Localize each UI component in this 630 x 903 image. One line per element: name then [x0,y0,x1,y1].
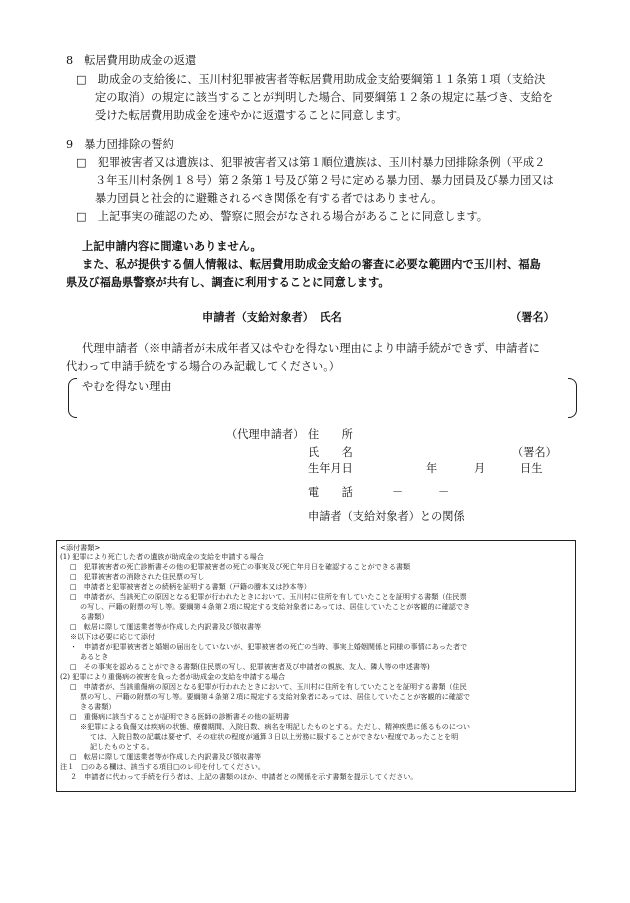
proxy-relation-label: 申請者（支給対象者）との関係 [308,510,465,523]
consent-line-3: 県及び福島県警察が共有し、調査に利用することに同意します。 [66,275,390,289]
notes-item-cont: 票の写し、戸籍の附票の写し等。要綱第４条第２項に規定する支給対象者にあっては、居住していたことが客観的に確認で [80,692,471,701]
proxy-phone-dash-1: － [392,486,404,499]
section-9-item1-line3: 暴力団員と社会的に避難されるべき関係を有する者ではありません。 [95,192,443,205]
notes-optional: ※以下は必要に応じて添付 [70,632,156,641]
notes-item[interactable]: □ 転居に際して運送業者等が作成した内訳書及び領収書等 [70,752,262,761]
section-8-checkbox-item[interactable]: □ 助成金の支給後に、玉川村犯罪被害者等転居費用助成金支給要綱第１１条第１項（支給決 [76,73,546,86]
notes-footnote-1: 注１ □のある欄は、該当する項目□のレ印を付してください。 [60,762,265,771]
proxy-dob-day: 日生 [520,462,543,475]
notes-footnote-2: ２ 申請者に代わって手続を行う者は、上記の書類のほか、申請者との関係を示す書類を提示してください。 [70,772,418,781]
notes-item: ・ 申請者が犯罪被害者と婚姻の届出をしていないが、犯罪被害者の死亡の当時、事実上婚姻関係と同様の事情にあった者で [70,642,468,651]
notes-item[interactable]: □ 転居に際して運送業者等が作成した内訳書及び領収書等 [70,622,262,631]
proxy-intro-line-2: 代わって申請手続をする場合のみ記載してください。） [66,360,340,373]
proxy-intro-line-1: 代理申請者（※申請者が未成年者又はやむを得ない理由により申請手続ができず、申請者に [82,342,540,355]
applicant-signature-label: （署名） [510,310,555,324]
applicant-name-label: 申請者（支給対象者） 氏名 [202,310,342,324]
notes-item[interactable]: □ 申請者が、当該死亡の原因となる犯罪が行われたときにおいて、玉川村に住所を有していたことを証明する書類（住民票 [70,592,467,601]
reason-bracket-right [568,378,577,418]
notes-item-cont: る書類） [80,612,109,621]
consent-line-2: また、私が提供する個人情報は、転居費用助成金支給の審査に必要な範囲内で玉川村、福島 [82,257,541,271]
notes-item[interactable]: □ その事実を認めることができる書類(住民票の写し、犯罪被害者及び申請者の親族、友人、隣人等の申述書等) [70,662,430,671]
proxy-applicant-label: （代理申請者） [226,428,305,441]
proxy-dob-month: 月 [474,462,486,475]
section-9-checkbox-item-2[interactable]: □ 上記事実の確認のため、警察に照会がなされる場合があることに同意します。 [76,210,488,223]
notes-item-cont: ては、入院日数の記載は要せず、その症状の程度が通算３日以上労務に服することができない程度であったことを明 [90,732,459,741]
reason-field-label: やむを得ない理由 [82,380,172,393]
section-8-item-line2: 定の取消）の規定に該当することが判明した場合、同要綱第１２条の規定に基づき、支給を [95,91,554,104]
consent-line-1: 上記申請内容に間違いありません。 [82,239,262,253]
section-9-item1-line2: ３年玉川村条例１８号）第２条第１号及び第２号に定める暴力団、暴力団員及び暴力団又は [95,174,554,187]
notes-item[interactable]: □ 犯罪被害者の消除された住民票の写し [70,572,205,581]
proxy-dob-year: 年 [426,462,438,475]
notes-case-1: (1) 犯罪により死亡した者の遺族が助成金の支給を申請する場合 [60,552,264,561]
proxy-address-label: 住 所 [308,428,353,441]
section-8-heading: 8 転居費用助成金の返還 [66,54,197,67]
notes-item-cont: あるとき [80,652,109,661]
section-9-heading: 9 暴力団排除の誓約 [66,138,174,151]
notes-item-cont: ※犯罪による負傷又は疾病の状態、療養期間、入院日数、病名を明記したものとする。ただし、精神疾患に係るものについ [80,722,471,731]
notes-case-2: (2) 犯罪により重傷病の被害を負った者が助成金の支給を申請する場合 [60,672,286,681]
proxy-name-label: 氏 名 [308,446,353,459]
notes-item[interactable]: □ 申請者が、当該重傷病の原因となる犯罪が行われたときにおいて、玉川村に住所を有していたことを証明する書類（住民 [70,682,467,691]
section-8-item-line3: 受けた転居費用助成金を速やかに返還することに同意します。 [95,109,408,122]
notes-title: <添付書類> [60,543,101,552]
notes-item[interactable]: □ 申請者と犯罪被害者との続柄を証明する書類（戸籍の謄本又は抄本等） [70,582,311,591]
notes-item[interactable]: □ 重傷病に該当することが証明できる医師の診断書その他の証明書 [70,712,290,721]
notes-item-cont: きる書類） [80,702,116,711]
notes-item-cont: 記したものとする。 [90,742,154,751]
proxy-signature-label: （署名） [512,446,557,459]
notes-item-cont: の写し、戸籍の附票の写し等。要綱第４条第２項に規定する支給対象者にあっては、居住していたことが客観的に確認でき [80,602,471,611]
section-9-checkbox-item-1[interactable]: □ 犯罪被害者又は遺族は、犯罪被害者又は第１順位遺族は、玉川村暴力団排除条例（平成２ [76,156,546,169]
notes-item[interactable]: □ 犯罪被害者の死亡診断書その他の犯罪被害者の死亡の事実及び死亡年月日を確認することができる書類 [70,562,411,571]
proxy-phone-dash-2: － [438,486,450,499]
reason-bracket-left [68,378,77,418]
proxy-phone-label: 電 話 [308,486,353,499]
proxy-dob-label: 生年月日 [308,462,353,475]
